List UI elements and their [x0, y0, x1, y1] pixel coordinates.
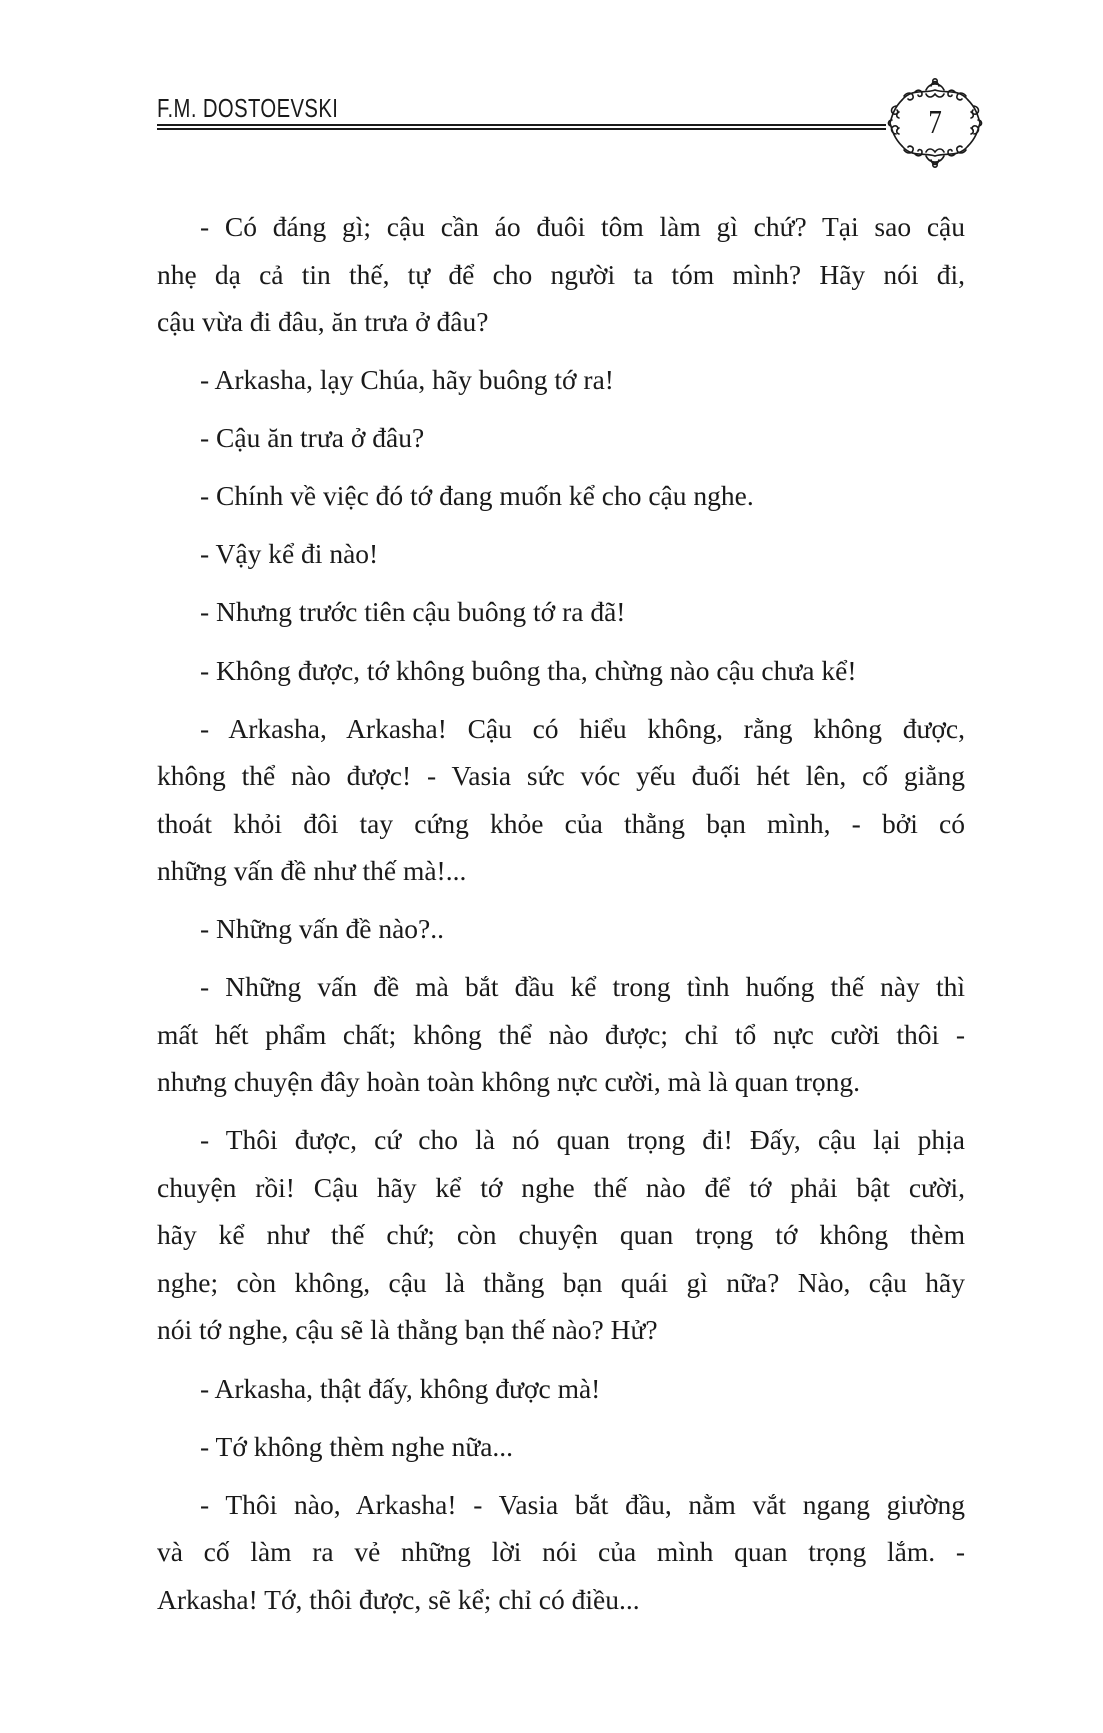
page-number-ornament [882, 76, 988, 170]
text-line: cậu vừa đi đâu, ăn trưa ở đâu? [157, 306, 489, 337]
text-line: - Chính về việc đó tớ đang muốn kể cho cậu nghe. [200, 480, 754, 512]
text-line: nói tớ nghe, cậu sẽ là thằng bạn thế nào? Hử? [157, 1314, 658, 1346]
text-line: những vấn đề như thế mà!... [157, 855, 467, 887]
text-line: - Nhưng trước tiên cậu buông tớ ra đã! [200, 596, 626, 628]
text-line: - Không được, tớ không buông tha, chừng nào cậu chưa kể! [200, 654, 857, 686]
dialogue-paragraph [157, 1365, 965, 1413]
text-line: - Tớ không thèm nghe nữa... [200, 1430, 514, 1462]
text-line: thoát khỏi đôi tay cứng khỏe của thằng bạn mình, - bởi có [157, 807, 965, 839]
dialogue-paragraph [157, 1481, 965, 1624]
text-line: nhưng chuyện đây hoàn toàn không nực cười, mà là quan trọng. [157, 1066, 861, 1098]
text-line: - Arkasha, thật đấy, không được mà! [200, 1372, 601, 1404]
body-text [157, 203, 965, 1634]
text-line: và cố làm ra vẻ những lời nói của mình quan trọng lắm. - [157, 1536, 965, 1568]
header-rule-bottom [157, 128, 886, 130]
dialogue-paragraph [157, 1423, 965, 1471]
text-line: - Có đáng gì; cậu cần áo đuôi tôm làm gì chứ? Tại sao cậu [200, 211, 965, 242]
text-line: - Thôi được, cứ cho là nó quan trọng đi! Đấy, cậu lại phịa [200, 1124, 965, 1156]
dialogue-paragraph [157, 414, 965, 462]
page-number: 7 [928, 104, 942, 141]
text-line: - Arkasha, Arkasha! Cậu có hiểu không, rằng không được, [200, 712, 965, 744]
text-line: nghe; còn không, cậu là thằng bạn quái gì nữa? Nào, cậu hãy [157, 1266, 965, 1298]
text-line: - Arkasha, lạy Chúa, hãy buông tớ ra! [200, 364, 614, 396]
dialogue-paragraph [157, 472, 965, 520]
dialogue-paragraph [157, 356, 965, 404]
text-line: Arkasha! Tớ, thôi được, sẽ kể; chỉ có điều... [157, 1583, 640, 1615]
text-line: - Thôi nào, Arkasha! - Vasia bắt đầu, nằm vắt ngang giường [200, 1488, 965, 1520]
dialogue-paragraph [157, 530, 965, 578]
dialogue-paragraph [157, 905, 965, 953]
text-line: không thể nào được! - Vasia sức vóc yếu đuối hét lên, cố giằng [157, 760, 965, 792]
text-line: - Vậy kể đi nào! [200, 538, 379, 570]
text-line: - Những vấn đề nào?.. [200, 913, 444, 945]
dialogue-paragraph [157, 203, 965, 346]
text-line: nhẹ dạ cả tin thế, tự để cho người ta tóm mình? Hãy nói đi, [157, 258, 965, 290]
dialogue-paragraph [157, 647, 965, 695]
text-line: mất hết phẩm chất; không thể nào được; chỉ tổ nực cười thôi - [157, 1018, 965, 1050]
dialogue-paragraph [157, 588, 965, 636]
text-line: - Những vấn đề mà bắt đầu kể trong tình huống thế này thì [200, 971, 965, 1003]
text-line: - Cậu ăn trưa ở đâu? [200, 422, 425, 454]
dialogue-paragraph [157, 963, 965, 1106]
running-head-author: F.M. DOSTOEVSKI [157, 93, 339, 123]
text-line: hãy kể như thế chứ; còn chuyện quan trọng tớ không thèm [157, 1219, 965, 1251]
text-line: chuyện rồi! Cậu hãy kể tớ nghe thế nào để tớ phải bật cười, [157, 1171, 965, 1203]
dialogue-paragraph [157, 1116, 965, 1354]
dialogue-paragraph [157, 705, 965, 895]
header-rule-top [157, 124, 886, 126]
